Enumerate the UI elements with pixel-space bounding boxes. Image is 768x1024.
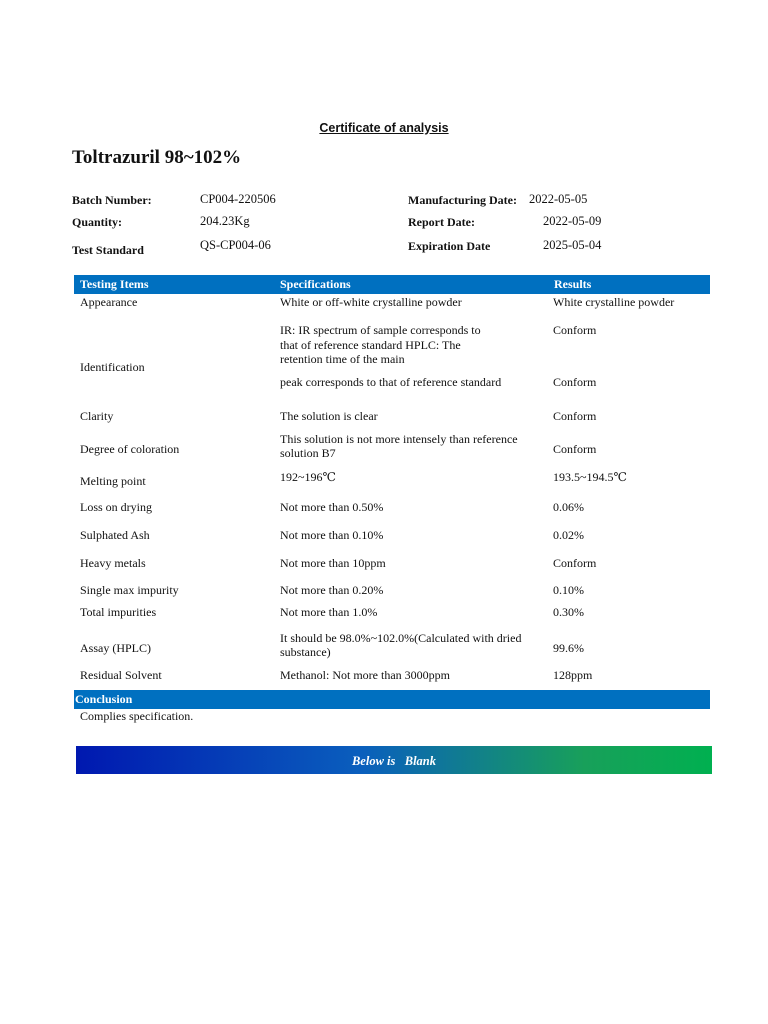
certificate-heading: Certificate of analysis: [319, 121, 449, 135]
quantity-value: 204.23Kg: [200, 214, 250, 228]
header-testing-items: Testing Items: [80, 277, 149, 291]
row-spec: Not more than 1.0%: [280, 605, 378, 619]
row-spec: Not more than 0.50%: [280, 500, 384, 514]
row-result: Conform: [553, 409, 597, 423]
below-is-blank-text: Below is Blank: [351, 754, 437, 768]
row-item: Clarity: [80, 409, 114, 423]
test-table-header: [74, 275, 710, 294]
row-item: Melting point: [80, 474, 146, 488]
conclusion-header: [74, 690, 710, 709]
header-specifications: Specifications: [280, 277, 351, 291]
row-spec: Methanol: Not more than 3000ppm: [280, 668, 450, 682]
row-result: Conform: [553, 323, 597, 337]
row-spec-line-1: It should be 98.0%~102.0%(Calculated with dried: [280, 631, 522, 645]
conclusion-text: Complies specification.: [80, 709, 194, 723]
row-result: 0.30%: [553, 605, 584, 619]
row-result: Conform: [553, 556, 597, 570]
row-item: Heavy metals: [80, 556, 146, 570]
row-result: White crystalline powder: [553, 295, 675, 309]
row-result: 99.6%: [553, 641, 584, 655]
row-result: 128ppm: [553, 668, 593, 682]
row-spec-line-2: substance): [280, 645, 331, 659]
row-spec: Not more than 0.10%: [280, 528, 384, 542]
test-standard-value: QS-CP004-06: [200, 238, 271, 252]
row-item: Total impurities: [80, 605, 157, 619]
row-result: 0.06%: [553, 500, 584, 514]
manufacturing-date-label: Manufacturing Date:: [408, 193, 517, 207]
expiration-date-label: Expiration Date: [408, 239, 491, 253]
quantity-label: Quantity:: [72, 215, 123, 229]
row-spec-line-2: solution B7: [280, 446, 336, 460]
row-item: Assay (HPLC): [80, 641, 151, 655]
row-spec: White or off-white crystalline powder: [280, 295, 462, 309]
conclusion-label: Conclusion: [75, 692, 133, 706]
row-result: Conform: [553, 442, 597, 456]
row-spec-line-3: retention time of the main: [280, 352, 405, 366]
manufacturing-date-value: 2022-05-05: [529, 192, 588, 206]
test-standard-label: Test Standard: [72, 243, 144, 257]
row-item: Appearance: [80, 295, 138, 309]
row-spec: Not more than 10ppm: [280, 556, 386, 570]
report-date-label: Report Date:: [408, 215, 475, 229]
row-spec-line-1: This solution is not more intensely than reference: [280, 432, 518, 446]
row-spec-line-2: that of reference standard HPLC: The: [280, 338, 461, 352]
row-spec: peak corresponds to that of reference standard: [280, 375, 502, 389]
row-item: Single max impurity: [80, 583, 179, 597]
expiration-date-value: 2025-05-04: [543, 238, 602, 252]
below-is-blank-banner: [76, 746, 712, 774]
batch-number-label: Batch Number:: [72, 193, 152, 207]
row-item: Degree of coloration: [80, 442, 180, 456]
header-results: Results: [554, 277, 592, 291]
row-item: Identification: [80, 360, 145, 374]
row-item: Sulphated Ash: [80, 528, 150, 542]
row-item: Residual Solvent: [80, 668, 162, 682]
row-item: Loss on drying: [80, 500, 152, 514]
row-spec: The solution is clear: [280, 409, 378, 423]
row-spec: Not more than 0.20%: [280, 583, 384, 597]
row-spec: 192~196℃: [280, 470, 336, 484]
row-spec-line-1: IR: IR spectrum of sample corresponds to: [280, 323, 481, 337]
row-result: 0.02%: [553, 528, 584, 542]
report-date-value: 2022-05-09: [543, 214, 602, 228]
row-result: 0.10%: [553, 583, 584, 597]
product-title: Toltrazuril 98~102%: [72, 147, 242, 168]
row-result: Conform: [553, 375, 597, 389]
row-result: 193.5~194.5℃: [553, 470, 627, 484]
batch-number-value: CP004-220506: [200, 192, 276, 206]
